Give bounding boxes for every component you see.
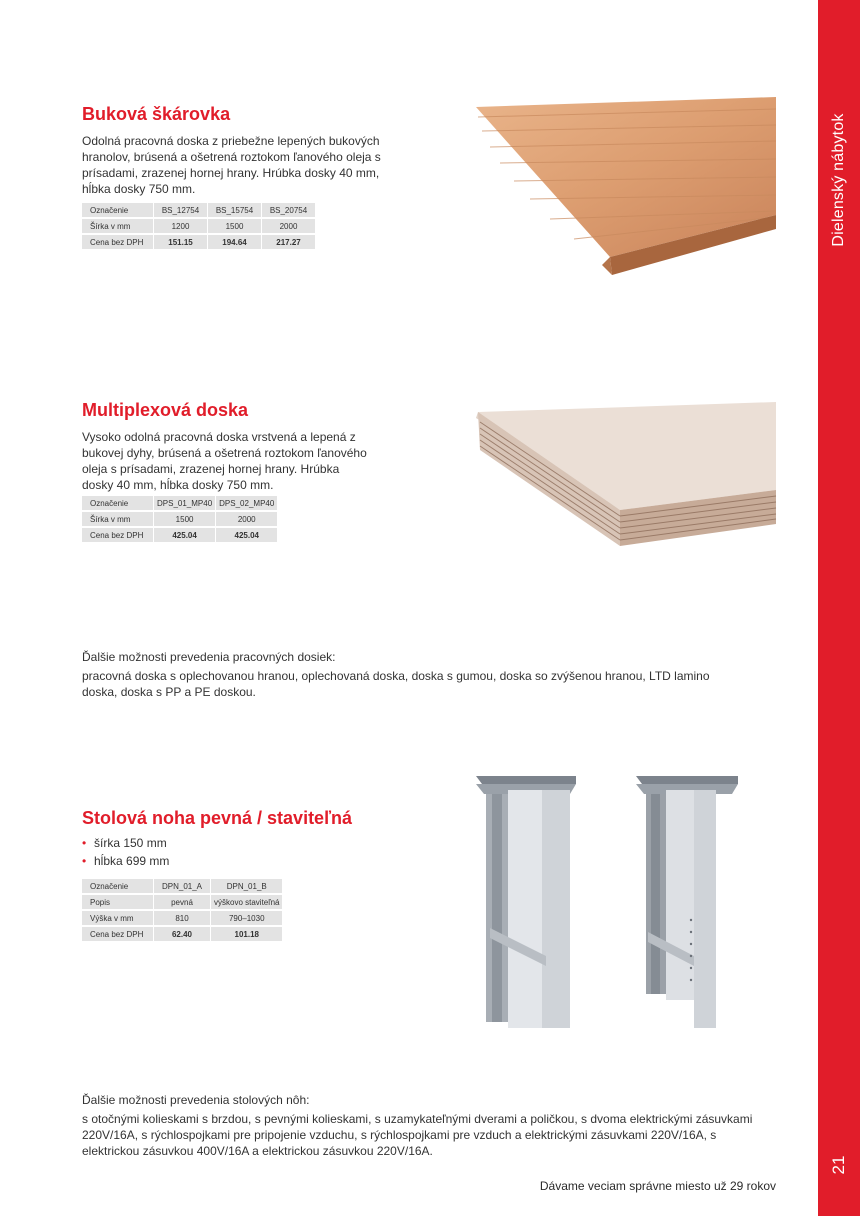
price-cell: 425.04 <box>154 528 215 542</box>
table-cell: výškovo staviteľná <box>211 895 282 909</box>
page-number: 21 <box>829 1155 848 1175</box>
table-cell: BS_12754 <box>154 203 207 217</box>
multiplex-worktop-image <box>470 398 780 558</box>
table-label: Cena bez DPH <box>82 235 153 249</box>
table-cell: BS_15754 <box>208 203 261 217</box>
leg-options-title: Ďalšie možnosti prevedenia stolových nôh: <box>82 1093 310 1107</box>
price-cell: 194.64 <box>208 235 261 249</box>
footer-slogan: Dávame veciam správne miesto už 29 rokov <box>539 1179 776 1193</box>
table-cell: DPS_01_MP40 <box>154 496 215 510</box>
table-row <box>82 927 282 941</box>
table-cell: DPN_01_B <box>211 879 282 893</box>
table-row <box>82 528 277 542</box>
table-cell: 1200 <box>154 219 207 233</box>
price-cell: 425.04 <box>216 528 277 542</box>
price-cell: 62.40 <box>154 927 210 941</box>
price-cell: 217.27 <box>262 235 315 249</box>
product-description-multiplex: Vysoko odolná pracovná doska vrstvená a lepená z bukovej dyhy, brúsená a ošetrená roztokom ľanového oleja s prísadami, zrazenej hornej hrany. Hrúbka dosky 40 mm, hĺbka dosky 750 mm. <box>82 430 367 492</box>
table-cell: pevná <box>154 895 210 909</box>
section-title: Dielenský nábytok <box>830 113 847 247</box>
table-leg-image <box>470 770 780 1035</box>
table-row <box>82 203 315 217</box>
table-cell: 790–1030 <box>211 911 282 925</box>
table-label: Výška v mm <box>82 911 153 925</box>
table-cell: DPN_01_A <box>154 879 210 893</box>
product-title-multiplex: Multiplexová doska <box>82 400 249 420</box>
price-cell: 101.18 <box>211 927 282 941</box>
table-cell: 2000 <box>262 219 315 233</box>
spec-table-table-leg <box>81 877 283 943</box>
table-label: Označenie <box>82 496 153 510</box>
table-label: Cena bez DPH <box>82 528 153 542</box>
table-cell: BS_20754 <box>262 203 315 217</box>
table-label: Cena bez DPH <box>82 927 153 941</box>
spec-table-beech <box>81 201 316 251</box>
table-row <box>82 219 315 233</box>
list-item: • šírka 150 mm <box>82 834 169 852</box>
desk-options-title: Ďalšie možnosti prevedenia pracovných dosiek: <box>82 650 336 664</box>
table-row <box>82 235 315 249</box>
table-cell: 1500 <box>208 219 261 233</box>
table-row <box>82 496 277 510</box>
product-title-beech: Buková škárovka <box>82 104 231 124</box>
leg-dimensions-list <box>82 834 169 870</box>
table-cell: 1500 <box>154 512 215 526</box>
table-cell: 2000 <box>216 512 277 526</box>
table-row <box>82 911 282 925</box>
spec-table-multiplex <box>81 494 278 544</box>
table-row <box>82 895 282 909</box>
beech-worktop-image <box>470 95 780 285</box>
table-cell: DPS_02_MP40 <box>216 496 277 510</box>
sidebar <box>818 0 860 1216</box>
table-row <box>82 879 282 893</box>
table-label: Šírka v mm <box>82 219 153 233</box>
table-label: Označenie <box>82 879 153 893</box>
product-description-beech: Odolná pracovná doska z priebežne lepených bukových hranolov, brúsená a ošetrená roztokom ľanového oleja s prísadami, zrazenej hornej hrany. Hrúbka dosky 40 mm, hĺbka dosky 750 mm. <box>82 134 381 196</box>
list-item: • hĺbka 699 mm <box>82 852 169 870</box>
table-label: Označenie <box>82 203 153 217</box>
leg-options-text: s otočnými kolieskami s brzdou, s pevnými kolieskami, s uzamykateľnými dverami a poličkou, s dvoma elektrickými zásuvkami 220V/16A, s rýchlospojkami pre pripojenie vzduchu, s rýchlospojkami pre vzduch a elektrickými zásuvkami 220V/16A, s elektrickou zásuvkou 400V/16A a elektrickou zásuvkou 220V/16A. <box>82 1112 753 1158</box>
desk-options-text: pracovná doska s oplechovanou hranou, oplechovaná doska, doska s gumou, doska so zvýšenou hranou, LTD lamino doska, doska s PP a PE doskou. <box>82 669 710 699</box>
table-cell: 810 <box>154 911 210 925</box>
product-title-table-leg: Stolová noha pevná / staviteľná <box>82 808 353 828</box>
price-cell: 151.15 <box>154 235 207 249</box>
table-row <box>82 512 277 526</box>
table-label: Šírka v mm <box>82 512 153 526</box>
table-label: Popis <box>82 895 153 909</box>
